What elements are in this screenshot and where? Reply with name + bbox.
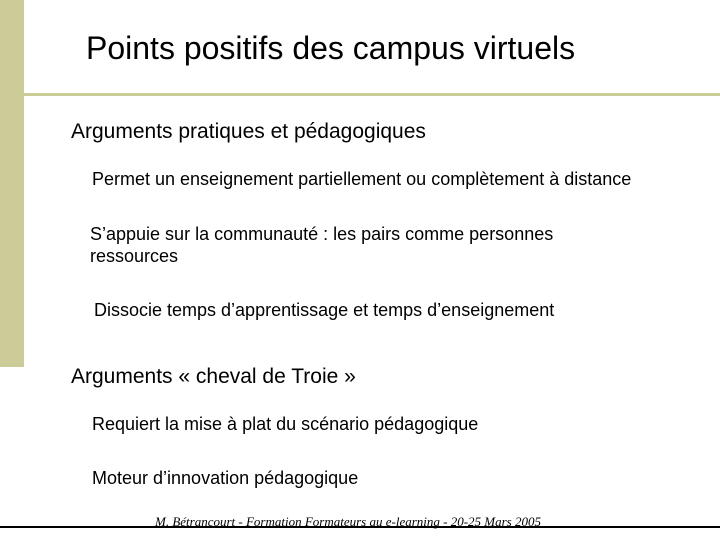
bullet-scenario: Requiert la mise à plat du scénario pédagogique	[92, 414, 479, 434]
footer-credit: M. Bétrancourt - Formation Formateurs au e-learning - 20-25 Mars 2005	[155, 514, 541, 529]
bullet-community: S’appuie sur la communauté : les pairs comme personnes ressources	[90, 224, 554, 266]
bullet-innovation: Moteur d’innovation pédagogique	[92, 468, 359, 488]
section-heading-practical: Arguments pratiques et pédagogiques	[71, 120, 426, 143]
title-underline-rule	[24, 93, 720, 96]
left-accent-bar	[0, 0, 24, 367]
section-heading-trojan-horse: Arguments « cheval de Troie »	[71, 365, 356, 388]
bullet-distance-learning: Permet un enseignement partiellement ou complètement à distance	[92, 169, 632, 189]
slide-title: Points positifs des campus virtuels	[86, 30, 576, 66]
bullet-dissociate-time: Dissocie temps d’apprentissage et temps d’enseignement	[94, 300, 555, 320]
